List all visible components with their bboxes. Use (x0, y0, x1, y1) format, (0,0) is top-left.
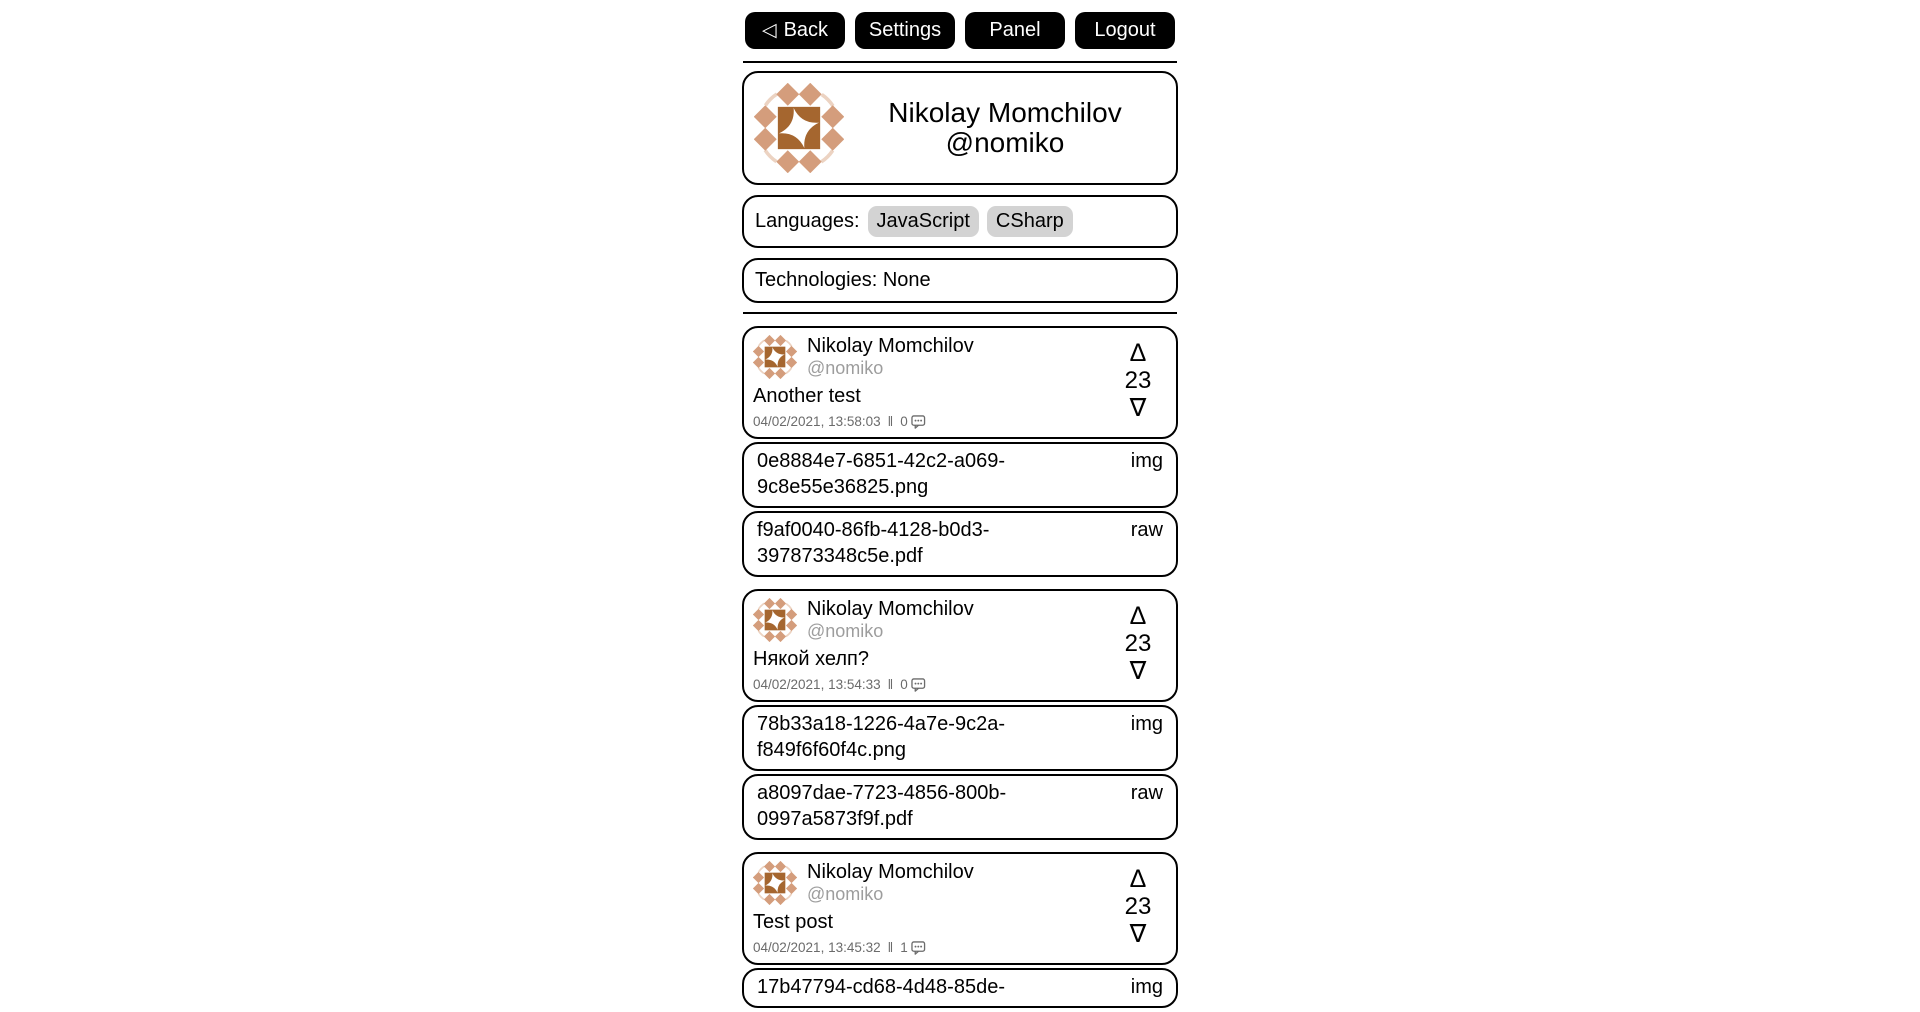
post-author-handle: @nomiko (807, 621, 884, 641)
panel-button[interactable]: Panel (965, 12, 1065, 49)
post (742, 852, 1178, 1008)
post-meta (753, 676, 1114, 693)
downvote-button[interactable]: ∇ (1129, 394, 1147, 422)
comment-icon (911, 415, 926, 429)
languages-label: Languages: (755, 210, 860, 232)
downvote-button[interactable]: ∇ (1129, 657, 1147, 685)
post-author-handle: @nomiko (807, 884, 884, 904)
technologies-card (742, 258, 1178, 303)
attachment-type-badge: img (1130, 976, 1163, 998)
attachment-row[interactable] (742, 968, 1178, 1008)
post-timestamp: 04/02/2021, 13:54:33 (753, 677, 881, 692)
profile-handle: @nomiko (945, 127, 1065, 158)
comment-count: 0 (900, 414, 908, 429)
post (742, 589, 1178, 840)
post (742, 326, 1178, 577)
attachment-type-badge: raw (1130, 782, 1163, 804)
vote-count: 23 (1124, 367, 1152, 394)
toolbar-divider (743, 61, 1177, 63)
posts-divider (743, 312, 1177, 314)
comment-count: 1 (900, 940, 908, 955)
posts-list (742, 326, 1178, 1008)
back-triangle-icon: ◁ (761, 20, 777, 41)
upvote-button[interactable]: Δ (1129, 602, 1147, 630)
comment-icon (911, 941, 926, 955)
attachment-row[interactable] (742, 442, 1178, 508)
post-card[interactable] (742, 326, 1178, 439)
post-author-name: Nikolay Momchilov (807, 861, 974, 883)
languages-card (742, 195, 1178, 248)
post-title: Another test (753, 385, 861, 407)
toolbar (742, 12, 1178, 49)
attachment-type-badge: img (1130, 450, 1163, 472)
profile-page (742, 0, 1178, 1008)
upvote-button[interactable]: Δ (1129, 339, 1147, 367)
profile-card (742, 71, 1178, 185)
attachment-row[interactable] (742, 705, 1178, 771)
profile-names (844, 98, 1166, 158)
post-card[interactable] (742, 852, 1178, 965)
attachment-type-badge: img (1130, 713, 1163, 735)
downvote-button[interactable]: ∇ (1129, 920, 1147, 948)
post-author-row (753, 861, 1114, 905)
post-title: Test post (753, 911, 834, 933)
post-meta (753, 413, 1114, 430)
vote-count: 23 (1124, 893, 1152, 920)
attachment-filename: 0e8884e7-6851-42c2-a069-9c8e55e36825.png (757, 450, 1005, 498)
attachment-filename: a8097dae-7723-4856-800b-0997a5873f9f.pdf (757, 782, 1007, 830)
attachment-row[interactable] (742, 511, 1178, 577)
post-timestamp: 04/02/2021, 13:58:03 (753, 414, 881, 429)
post-author-handle: @nomiko (807, 358, 884, 378)
meta-separator: ‖ (887, 677, 894, 692)
post-meta (753, 939, 1114, 956)
vote-column (1114, 598, 1162, 693)
post-title: Някой хелп? (753, 648, 869, 670)
meta-separator: ‖ (887, 940, 894, 955)
post-card[interactable] (742, 589, 1178, 702)
profile-name: Nikolay Momchilov (888, 97, 1122, 128)
post-author-row (753, 335, 1114, 379)
technologies-text: Technologies: None (755, 269, 931, 291)
vote-count: 23 (1124, 630, 1152, 657)
upvote-button[interactable]: Δ (1129, 865, 1147, 893)
profile-avatar-identicon (754, 83, 844, 173)
back-button-label: Back (783, 19, 829, 41)
attachment-filename: f9af0040-86fb-4128-b0d3-397873348c5e.pdf (757, 519, 990, 567)
post-author-row (753, 598, 1114, 642)
post-author-avatar-identicon (753, 598, 797, 642)
vote-column (1114, 335, 1162, 430)
language-tag-csharp: CSharp (987, 206, 1073, 237)
language-tag-javascript: JavaScript (868, 206, 979, 237)
logout-button[interactable]: Logout (1075, 12, 1175, 49)
post-main (753, 598, 1114, 693)
comment-icon (911, 678, 926, 692)
vote-column (1114, 861, 1162, 956)
comment-group (900, 413, 926, 430)
meta-separator: ‖ (887, 414, 894, 429)
post-timestamp: 04/02/2021, 13:45:32 (753, 940, 881, 955)
post-main (753, 861, 1114, 956)
comment-count: 0 (900, 677, 908, 692)
attachment-filename: 78b33a18-1226-4a7e-9c2a-f849f6f60f4c.png (757, 713, 1005, 761)
post-author-name: Nikolay Momchilov (807, 335, 974, 357)
post-author-avatar-identicon (753, 335, 797, 379)
attachment-type-badge: raw (1130, 519, 1163, 541)
settings-button[interactable]: Settings (855, 12, 955, 49)
comment-group (900, 939, 926, 956)
attachment-row[interactable] (742, 774, 1178, 840)
post-author-avatar-identicon (753, 861, 797, 905)
post-author-name: Nikolay Momchilov (807, 598, 974, 620)
attachment-filename: 17b47794-cd68-4d48-85de- (757, 976, 1005, 998)
post-main (753, 335, 1114, 430)
comment-group (900, 676, 926, 693)
back-button[interactable] (745, 12, 845, 49)
